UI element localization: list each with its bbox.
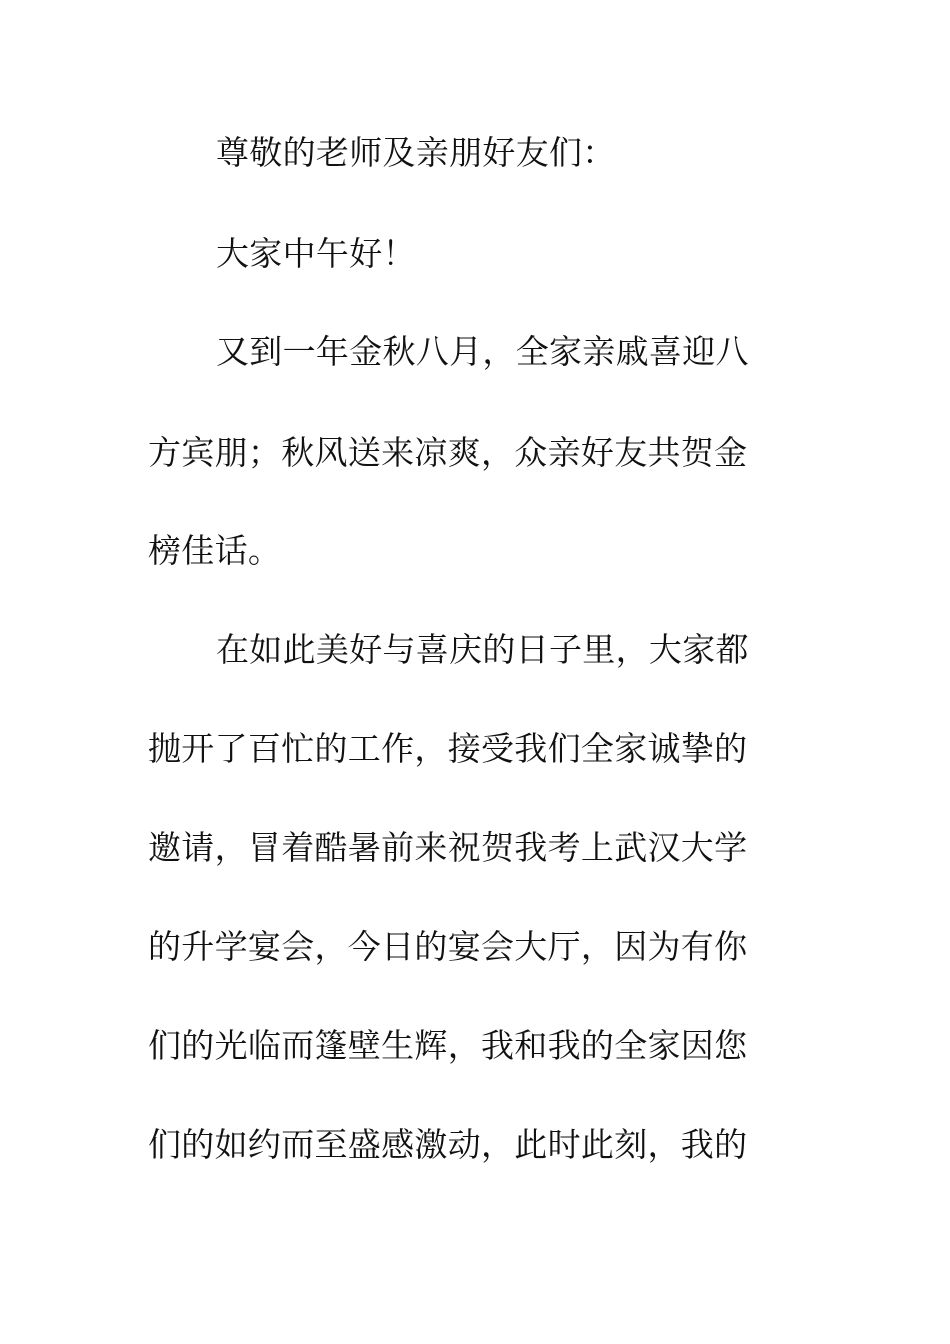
paragraph-2-line-2: 抛开了百忙的工作，接受我们全家诚挚的 <box>148 729 748 768</box>
paragraph-1-line-1: 又到一年金秋八月，全家亲戚喜迎八 <box>216 332 749 371</box>
paragraph-2-line-1: 在如此美好与喜庆的日子里，大家都 <box>216 630 749 669</box>
paragraph-2-line-5: 们的光临而篷壁生辉，我和我的全家因您 <box>148 1026 748 1065</box>
paragraph-2-line-3: 邀请，冒着酷暑前来祝贺我考上武汉大学 <box>148 828 748 867</box>
greeting-line: 大家中午好！ <box>216 234 416 273</box>
paragraph-2-line-6: 们的如约而至盛感激动，此时此刻，我的 <box>148 1125 748 1164</box>
salutation-line: 尊敬的老师及亲朋好友们： <box>216 133 616 172</box>
paragraph-2-line-4: 的升学宴会，今日的宴会大厅，因为有你 <box>148 927 748 966</box>
paragraph-1-line-3: 榜佳话。 <box>148 531 282 570</box>
paragraph-1-line-2: 方宾朋；秋风送来凉爽，众亲好友共贺金 <box>148 433 748 472</box>
